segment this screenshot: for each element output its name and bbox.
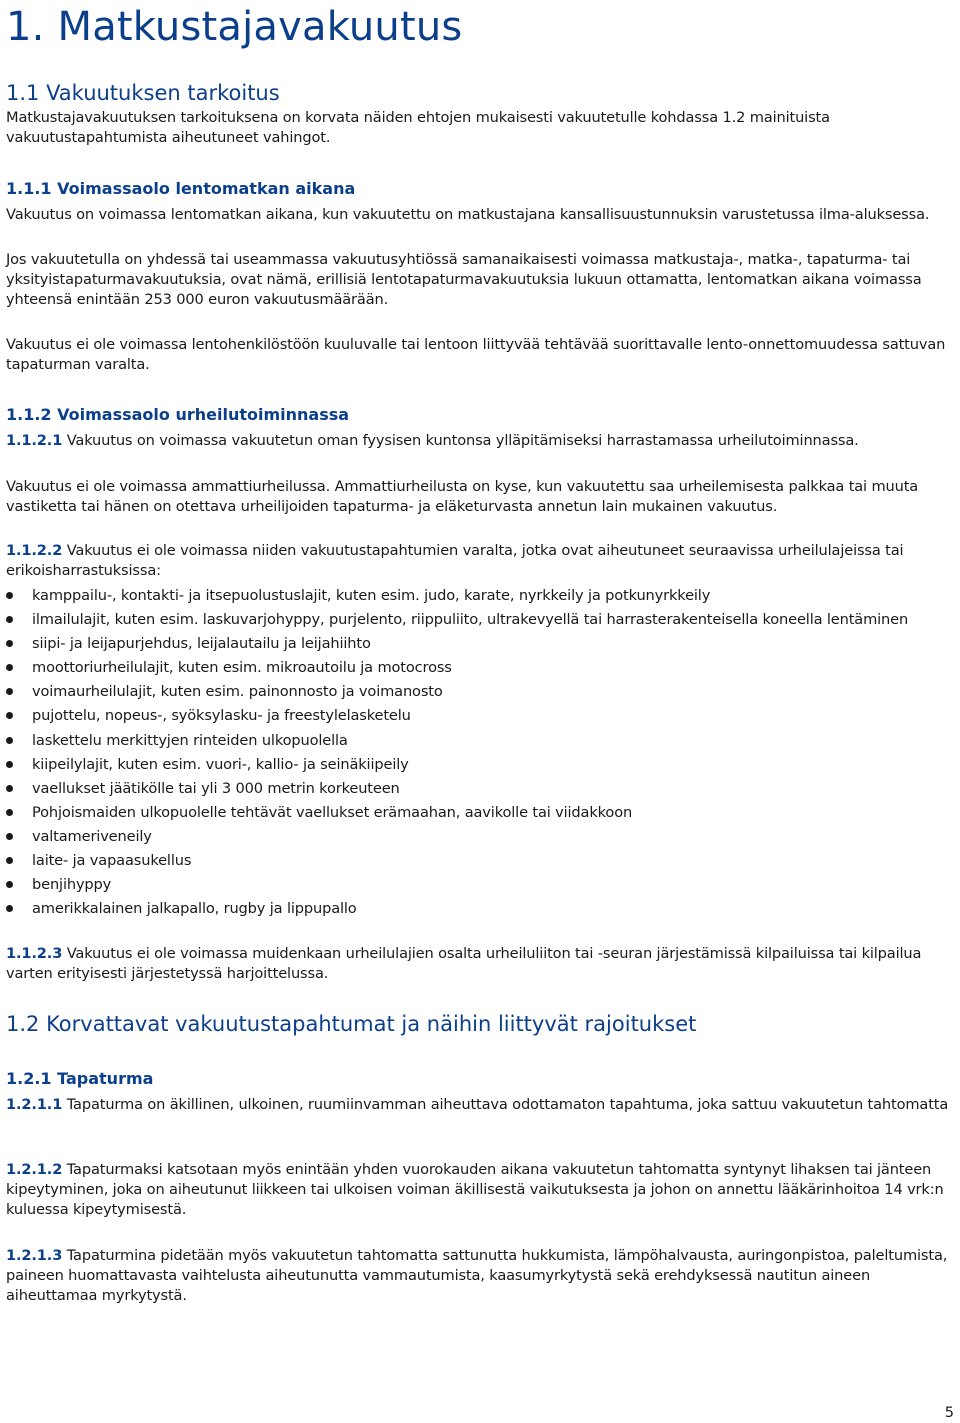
section-1-1-1-paragraph-2: Jos vakuutetulla on yhdessä tai useammassa vakuutusyhtiössä samanaikaisesti voimassa matkustaja-, matka-, tapaturma- tai yksityistapaturmavakuutuksia, ovat nämä, erillisiä lentotapaturmavakuutuksia lukuun ottamatta, lentomatkan aikana voimassa yhteensä enintään 253 000 euron vakuutusmäärään. — [6, 251, 922, 308]
list-item: Pohjoismaiden ulkopuolelle tehtävät vaellukset erämaahan, aavikolle tai viidakkoon — [6, 803, 908, 827]
paragraph-text: Vakuutus ei ole voimassa niiden vakuutustapahtumien varalta, jotka ovat aiheutuneet seuraavissa urheilulajeissa tai erikoisharrastuksissa: — [6, 542, 904, 579]
list-item: siipi- ja leijapurjehdus, leijalautailu ja leijahiihto — [6, 634, 908, 658]
paragraph-text: Tapaturmaksi katsotaan myös enintään yhden vuorokauden aikana vakuutetun tahtomatta syntynyt lihaksen tai jänteen kipeytyminen, joka on aiheutunut liikkeen tai ulkoisen voiman äkillisestä vaikutuksesta ja johon on annettu lääkärinhoitoa 14 vrk:n kuluessa kipeytymisestä. — [6, 1161, 944, 1218]
list-item: laskettelu merkittyjen rinteiden ulkopuolella — [6, 731, 908, 755]
list-item: valtameriveneily — [6, 827, 908, 851]
list-item: amerikkalainen jalkapallo, rugby ja lippupallo — [6, 899, 908, 923]
section-1-1-1-paragraph-1: Vakuutus on voimassa lentomatkan aikana, kun vakuutettu on matkustajana kansallisuustunnuksin varustetussa ilma-aluksessa. — [6, 206, 930, 223]
bullet-icon — [6, 857, 13, 864]
paragraph-number: 1.2.1.3 — [6, 1247, 63, 1264]
paragraph-number: 1.1.2.2 — [6, 542, 63, 559]
list-item: moottoriurheilulajit, kuten esim. mikroautoilu ja motocross — [6, 658, 908, 682]
paragraph-number: 1.2.1.2 — [6, 1161, 63, 1178]
section-title-1-1-2: 1.1.2 Voimassaolo urheilutoiminnassa — [6, 405, 350, 424]
section-title-1-2-1: 1.2.1 Tapaturma — [6, 1069, 154, 1088]
bullet-icon — [6, 688, 13, 695]
list-item: laite- ja vapaasukellus — [6, 851, 908, 875]
section-1-2-1-2-paragraph — [6, 1160, 954, 1220]
excluded-sports-list — [6, 586, 908, 923]
paragraph-number: 1.2.1.1 — [6, 1096, 63, 1113]
section-title-1-1: 1.1 Vakuutuksen tarkoitus — [6, 81, 280, 105]
bullet-icon — [6, 737, 13, 744]
list-item: vaellukset jäätikölle tai yli 3 000 metrin korkeuteen — [6, 779, 908, 803]
section-1-2-1-3-paragraph — [6, 1246, 954, 1306]
section-1-1-2-1-paragraph — [6, 431, 954, 451]
paragraph-text: Vakuutus ei ole voimassa muidenkaan urheilulajien osalta urheiluliiton tai -seuran järjestämissä kilpailuissa tai kilpailua varten erityisesti järjestetyssä harjoittelussa. — [6, 945, 922, 982]
paragraph-text: Vakuutus on voimassa vakuutetun oman fyysisen kuntonsa ylläpitämiseksi harrastamassa urheilutoiminnassa. — [66, 432, 859, 449]
paragraph-number: 1.1.2.3 — [6, 945, 63, 962]
section-1-1-2-paragraph-2: Vakuutus ei ole voimassa ammattiurheilussa. Ammattiurheilusta on kyse, kun vakuutettu saa urheilemisesta palkkaa tai muuta vastiketta tai hänen on otettava urheilijoiden tapaturma- ja eläketurvasta annetun lain mukainen vakuutus. — [6, 478, 919, 515]
list-item: pujottelu, nopeus-, syöksylasku- ja freestylelasketelu — [6, 706, 908, 730]
bullet-icon — [6, 640, 13, 647]
section-title-1-2: 1.2 Korvattavat vakuutustapahtumat ja näihin liittyvät rajoitukset — [6, 1012, 697, 1036]
bullet-icon — [6, 785, 13, 792]
section-1-1-2-3-paragraph — [6, 944, 954, 984]
bullet-icon — [6, 809, 13, 816]
bullet-icon — [6, 905, 13, 912]
list-item: benjihyppy — [6, 875, 908, 899]
paragraph-text: Tapaturma on äkillinen, ulkoinen, ruumiinvamman aiheuttava odottamaton tapahtuma, joka sattuu vakuutetun tahtomatta — [66, 1096, 949, 1113]
list-item: kiipeilylajit, kuten esim. vuori-, kallio- ja seinäkiipeily — [6, 755, 908, 779]
list-item: voimaurheilulajit, kuten esim. painonnosto ja voimanosto — [6, 682, 908, 706]
section-1-1-2-2-paragraph — [6, 541, 954, 581]
bullet-icon — [6, 833, 13, 840]
list-item: kamppailu-, kontakti- ja itsepuolustuslajit, kuten esim. judo, karate, nyrkkeily ja potkunyrkkeily — [6, 586, 908, 610]
section-1-1-text: Matkustajavakuutuksen tarkoituksena on korvata näiden ehtojen mukaisesti vakuutetulle kohdassa 1.2 mainituista vakuutustapahtumista aiheutuneet vahingot. — [6, 109, 830, 146]
page-number: 5 — [944, 1404, 954, 1421]
section-1-1-1-paragraph-3: Vakuutus ei ole voimassa lentohenkilöstöön kuuluvalle tai lentoon liittyvää tehtävää suorittavalle lento-onnettomuudessa sattuvan tapaturman varalta. — [6, 336, 946, 373]
bullet-icon — [6, 881, 13, 888]
bullet-icon — [6, 761, 13, 768]
section-title-1-1-1: 1.1.1 Voimassaolo lentomatkan aikana — [6, 179, 356, 198]
bullet-icon — [6, 616, 13, 623]
list-item: ilmailulajit, kuten esim. laskuvarjohyppy, purjelento, riippuliito, ultrakevyellä tai harrasterakenteisella koneella lentäminen — [6, 610, 908, 634]
bullet-icon — [6, 664, 13, 671]
section-1-2-1-1-paragraph — [6, 1095, 954, 1115]
chapter-title: 1. Matkustajavakuutus — [6, 4, 463, 50]
bullet-icon — [6, 712, 13, 719]
paragraph-number: 1.1.2.1 — [6, 432, 63, 449]
paragraph-text: Tapaturmina pidetään myös vakuutetun tahtomatta sattunutta hukkumista, lämpöhalvausta, auringonpistoa, paleltumista, paineen huomattavasta vaihtelusta aiheutunutta vammautumista, kaasumyrkytystä sekä erehdyksessä nautitun aineen aiheuttamaa myrkytystä. — [6, 1247, 948, 1304]
bullet-icon — [6, 592, 13, 599]
